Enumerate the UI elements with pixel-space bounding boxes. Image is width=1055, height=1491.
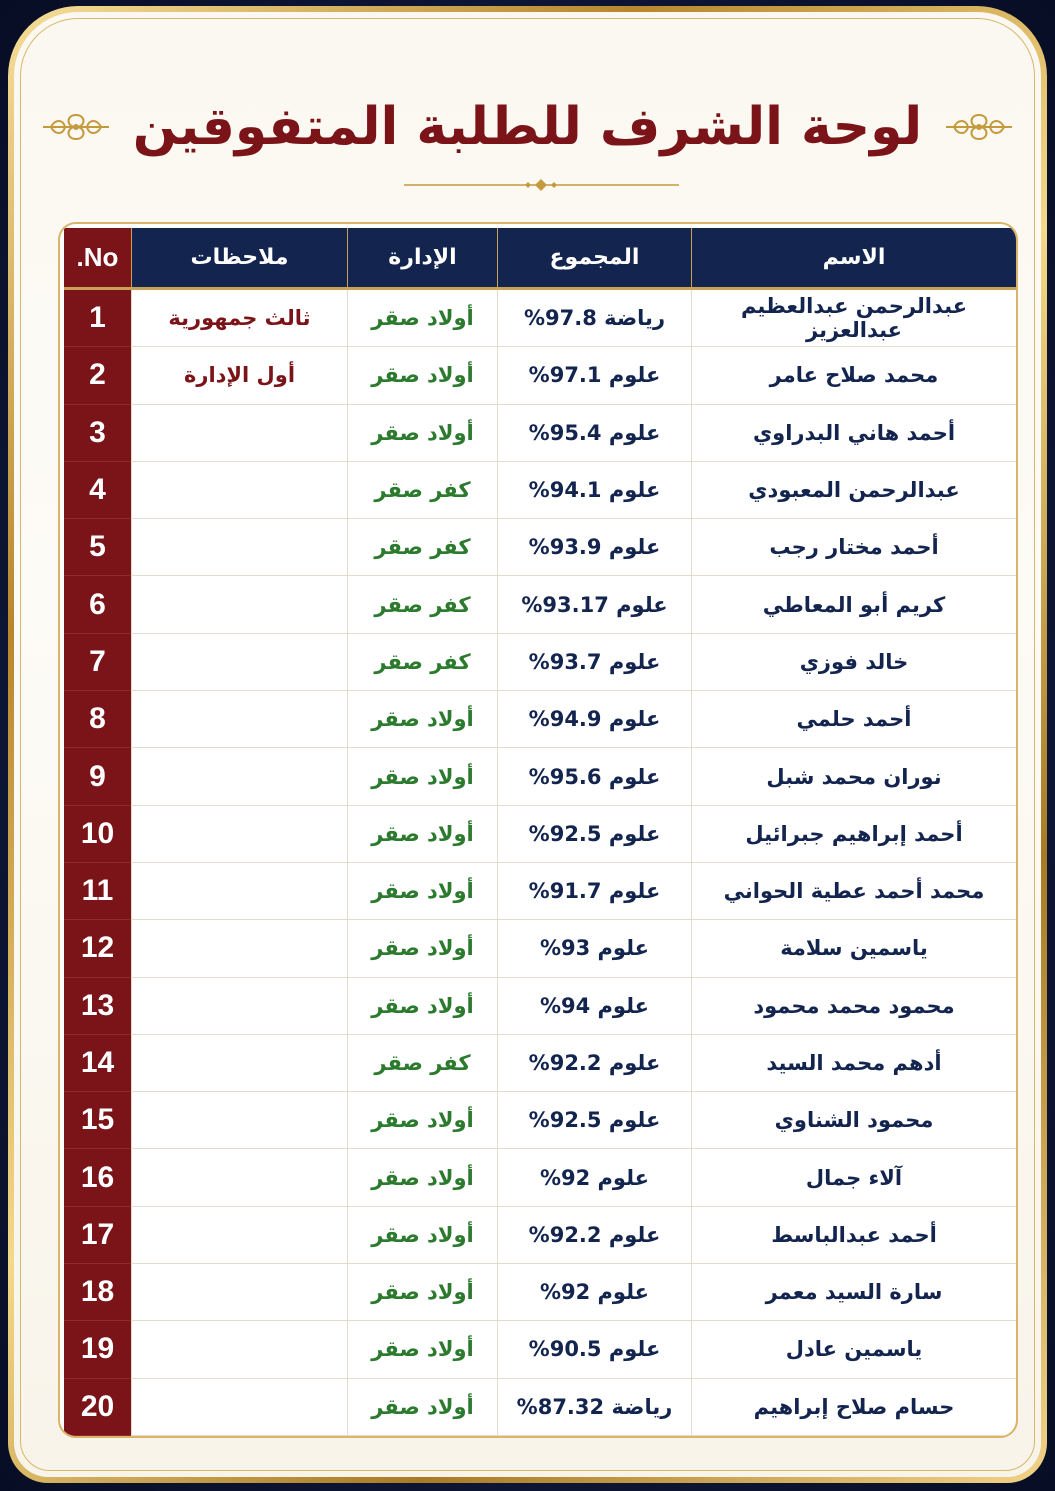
- student-total: علوم 93%: [497, 920, 691, 977]
- student-name: محمد صلاح عامر: [691, 347, 1016, 404]
- student-note: [131, 863, 347, 920]
- student-dept: أولاد صقر: [347, 863, 497, 920]
- student-name: آلاء جمال: [691, 1149, 1016, 1206]
- student-name: كريم أبو المعاطي: [691, 576, 1016, 633]
- student-note: [131, 748, 347, 805]
- student-dept: كفر صقر: [347, 462, 497, 519]
- right-ornament-icon: [944, 107, 1014, 147]
- student-dept: أولاد صقر: [347, 748, 497, 805]
- row-number: 18: [64, 1264, 131, 1321]
- student-name: حسام صلاح إبراهيم: [691, 1379, 1016, 1436]
- table-row: [64, 462, 1016, 519]
- student-note: أول الإدارة: [131, 347, 347, 404]
- row-number: 16: [64, 1149, 131, 1206]
- table-row: [64, 748, 1016, 805]
- student-name: محمود محمد محمود: [691, 978, 1016, 1035]
- student-total: علوم 93.9%: [497, 519, 691, 576]
- student-name: أحمد مختار رجب: [691, 519, 1016, 576]
- table-row: [64, 634, 1016, 691]
- student-total: علوم 95.4%: [497, 405, 691, 462]
- row-number: 13: [64, 978, 131, 1035]
- table-row: [64, 1264, 1016, 1321]
- row-number: 11: [64, 863, 131, 920]
- student-dept: كفر صقر: [347, 634, 497, 691]
- row-number: 6: [64, 576, 131, 633]
- student-total: علوم 94%: [497, 978, 691, 1035]
- table-row: [64, 405, 1016, 462]
- table-row: [64, 1035, 1016, 1092]
- student-total: علوم 92.5%: [497, 806, 691, 863]
- header-dept: الإدارة: [347, 228, 497, 290]
- student-name: عبدالرحمن عبدالعظيم عبدالعزيز: [691, 290, 1016, 347]
- student-dept: أولاد صقر: [347, 405, 497, 462]
- student-dept: أولاد صقر: [347, 1092, 497, 1149]
- left-ornament-icon: [41, 107, 111, 147]
- row-number: 17: [64, 1207, 131, 1264]
- table-row: [64, 1149, 1016, 1206]
- student-dept: كفر صقر: [347, 576, 497, 633]
- table-row: [64, 290, 1016, 347]
- row-number: 1: [64, 290, 131, 347]
- table-row: [64, 347, 1016, 404]
- student-total: علوم 92.2%: [497, 1035, 691, 1092]
- student-dept: أولاد صقر: [347, 290, 497, 347]
- student-note: [131, 1321, 347, 1378]
- student-dept: أولاد صقر: [347, 1264, 497, 1321]
- student-total: علوم 97.1%: [497, 347, 691, 404]
- table-row: [64, 691, 1016, 748]
- table-header-row: [64, 228, 1016, 290]
- table-body: [64, 290, 1016, 1436]
- header-no: No.: [64, 228, 131, 290]
- student-name: عبدالرحمن المعبودي: [691, 462, 1016, 519]
- row-number: 15: [64, 1092, 131, 1149]
- table-row: [64, 519, 1016, 576]
- table-row: [64, 863, 1016, 920]
- student-note: [131, 576, 347, 633]
- student-dept: أولاد صقر: [347, 691, 497, 748]
- row-number: 3: [64, 405, 131, 462]
- student-total: علوم 92%: [497, 1264, 691, 1321]
- student-name: محمود الشناوي: [691, 1092, 1016, 1149]
- student-total: رياضة 97.8%: [497, 290, 691, 347]
- honor-table-container: [58, 222, 1018, 1438]
- table-row: [64, 806, 1016, 863]
- student-note: [131, 806, 347, 863]
- student-name: ياسمين سلامة: [691, 920, 1016, 977]
- row-number: 10: [64, 806, 131, 863]
- student-total: علوم 92.2%: [497, 1207, 691, 1264]
- student-note: ثالث جمهورية: [131, 290, 347, 347]
- student-note: [131, 978, 347, 1035]
- student-note: [131, 1379, 347, 1436]
- certificate-panel: [14, 12, 1041, 1477]
- student-dept: أولاد صقر: [347, 347, 497, 404]
- title-divider: [404, 178, 679, 192]
- student-note: [131, 920, 347, 977]
- row-number: 19: [64, 1321, 131, 1378]
- header-notes: ملاحظات: [131, 228, 347, 290]
- row-number: 12: [64, 920, 131, 977]
- table-row: [64, 1379, 1016, 1436]
- student-dept: أولاد صقر: [347, 1379, 497, 1436]
- student-dept: كفر صقر: [347, 519, 497, 576]
- table-row: [64, 576, 1016, 633]
- student-dept: أولاد صقر: [347, 1321, 497, 1378]
- student-total: علوم 94.1%: [497, 462, 691, 519]
- student-name: سارة السيد معمر: [691, 1264, 1016, 1321]
- table-row: [64, 1092, 1016, 1149]
- student-name: نوران محمد شبل: [691, 748, 1016, 805]
- row-number: 8: [64, 691, 131, 748]
- header-name: الاسم: [691, 228, 1016, 290]
- row-number: 4: [64, 462, 131, 519]
- student-name: خالد فوزي: [691, 634, 1016, 691]
- student-name: محمد أحمد عطية الحواني: [691, 863, 1016, 920]
- student-note: [131, 519, 347, 576]
- student-total: علوم 94.9%: [497, 691, 691, 748]
- student-note: [131, 691, 347, 748]
- student-dept: أولاد صقر: [347, 1207, 497, 1264]
- student-total: رياضة 87.32%: [497, 1379, 691, 1436]
- student-note: [131, 634, 347, 691]
- student-total: علوم 91.7%: [497, 863, 691, 920]
- student-dept: أولاد صقر: [347, 978, 497, 1035]
- student-note: [131, 462, 347, 519]
- header: [14, 82, 1041, 172]
- table-row: [64, 1321, 1016, 1378]
- table-row: [64, 920, 1016, 977]
- student-note: [131, 1207, 347, 1264]
- student-name: أدهم محمد السيد: [691, 1035, 1016, 1092]
- row-number: 20: [64, 1379, 131, 1436]
- row-number: 5: [64, 519, 131, 576]
- row-number: 2: [64, 347, 131, 404]
- header-total: المجموع: [497, 228, 691, 290]
- student-dept: أولاد صقر: [347, 806, 497, 863]
- student-total: علوم 95.6%: [497, 748, 691, 805]
- student-total: علوم 92.5%: [497, 1092, 691, 1149]
- gold-frame: [8, 6, 1047, 1483]
- row-number: 9: [64, 748, 131, 805]
- student-note: [131, 1149, 347, 1206]
- student-note: [131, 1092, 347, 1149]
- student-total: علوم 93.17%: [497, 576, 691, 633]
- student-dept: كفر صقر: [347, 1035, 497, 1092]
- student-total: علوم 90.5%: [497, 1321, 691, 1378]
- student-dept: أولاد صقر: [347, 920, 497, 977]
- student-name: أحمد إبراهيم جبرائيل: [691, 806, 1016, 863]
- table-row: [64, 1207, 1016, 1264]
- honor-table: [64, 228, 1016, 1436]
- student-total: علوم 93.7%: [497, 634, 691, 691]
- student-total: علوم 92%: [497, 1149, 691, 1206]
- row-number: 7: [64, 634, 131, 691]
- student-dept: أولاد صقر: [347, 1149, 497, 1206]
- page-title: لوحة الشرف للطلبة المتفوقين: [132, 97, 923, 157]
- student-name: أحمد حلمي: [691, 691, 1016, 748]
- student-name: أحمد هاني البدراوي: [691, 405, 1016, 462]
- table-row: [64, 978, 1016, 1035]
- student-name: ياسمين عادل: [691, 1321, 1016, 1378]
- row-number: 14: [64, 1035, 131, 1092]
- student-note: [131, 1264, 347, 1321]
- student-name: أحمد عبدالباسط: [691, 1207, 1016, 1264]
- student-note: [131, 405, 347, 462]
- student-note: [131, 1035, 347, 1092]
